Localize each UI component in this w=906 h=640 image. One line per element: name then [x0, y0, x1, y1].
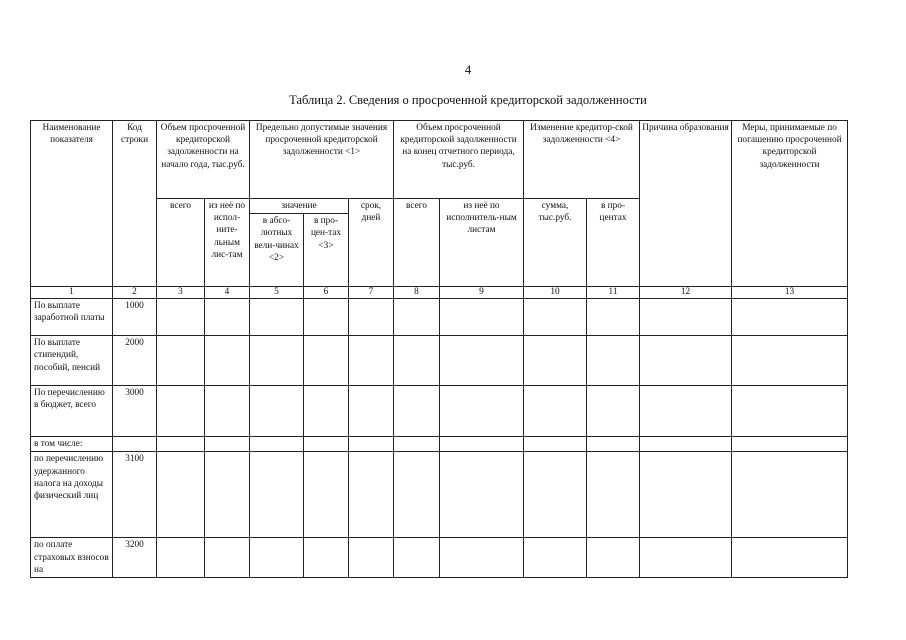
row-label: По перечислению в бюджет, всего — [31, 386, 113, 437]
row-label: по оплате страховых взносов на — [31, 538, 113, 578]
row-code: 2000 — [113, 336, 157, 386]
header-absolute: в абсо-лютных вели-чинах <2> — [250, 214, 304, 287]
header-from-it-lists: из неё по испол-ните-льным лис-там — [205, 199, 250, 287]
col-number: 3 — [157, 287, 205, 299]
header-measures: Меры, принимаемые по погашению просроченной кредиторской задолженности — [732, 121, 848, 287]
header-reason: Причина образования — [640, 121, 732, 287]
header-total: всего — [157, 199, 205, 287]
header-change: Изменение кредитор-ской задолженности <4> — [524, 121, 640, 199]
header-code: Код строки — [113, 121, 157, 287]
row-label: По выплате стипендий, пособий, пенсий — [31, 336, 113, 386]
row-code: 3200 — [113, 538, 157, 578]
header-percent: в про-цен-тах <3> — [304, 214, 349, 287]
col-number: 13 — [732, 287, 848, 299]
col-number: 1 — [31, 287, 113, 299]
table-row — [31, 336, 848, 386]
row-code: 3100 — [113, 452, 157, 538]
col-number: 11 — [587, 287, 640, 299]
column-number-row — [31, 287, 848, 299]
col-number: 7 — [349, 287, 394, 299]
table-row — [31, 386, 848, 437]
header-value: значение — [250, 199, 349, 214]
col-number: 4 — [205, 287, 250, 299]
col-number: 5 — [250, 287, 304, 299]
col-number: 2 — [113, 287, 157, 299]
col-number: 10 — [524, 287, 587, 299]
row-code — [113, 437, 157, 452]
table-row — [31, 452, 848, 538]
header-from-it-exec: из неё по исполнитель-ным листам — [440, 199, 524, 287]
header-total-end: всего — [394, 199, 440, 287]
header-term: срок, дней — [349, 199, 394, 287]
page-number: 4 — [464, 62, 472, 77]
header-name: Наименование показателя — [31, 121, 113, 287]
row-label: в том числе: — [31, 437, 113, 452]
table-row — [31, 437, 848, 452]
col-number: 12 — [640, 287, 732, 299]
row-label: по перечислению удержанного налога на доходы физический лиц — [31, 452, 113, 538]
table-row — [31, 299, 848, 336]
header-volume-start: Объем просроченной кредиторской задолженности на начало года, тыс.руб. — [157, 121, 250, 199]
row-label: По выплате заработной платы — [31, 299, 113, 336]
col-number: 6 — [304, 287, 349, 299]
header-sum: сумма, тыс.руб. — [524, 199, 587, 287]
row-code: 1000 — [113, 299, 157, 336]
table-row — [31, 538, 848, 578]
col-number: 9 — [440, 287, 524, 299]
header-volume-end: Объем просроченной кредиторской задолженности на конец отчетного периода, тыс.руб. — [394, 121, 524, 199]
table-title: Таблица 2. Сведения о просроченной кредиторской задолженности — [289, 93, 647, 107]
header-in-percent: в про-центах — [587, 199, 640, 287]
overdue-payables-table — [30, 120, 848, 578]
row-code: 3000 — [113, 386, 157, 437]
col-number: 8 — [394, 287, 440, 299]
header-limit: Предельно допустимые значения просроченной кредиторской задолженности <1> — [250, 121, 394, 199]
header-row-1 — [31, 121, 848, 199]
